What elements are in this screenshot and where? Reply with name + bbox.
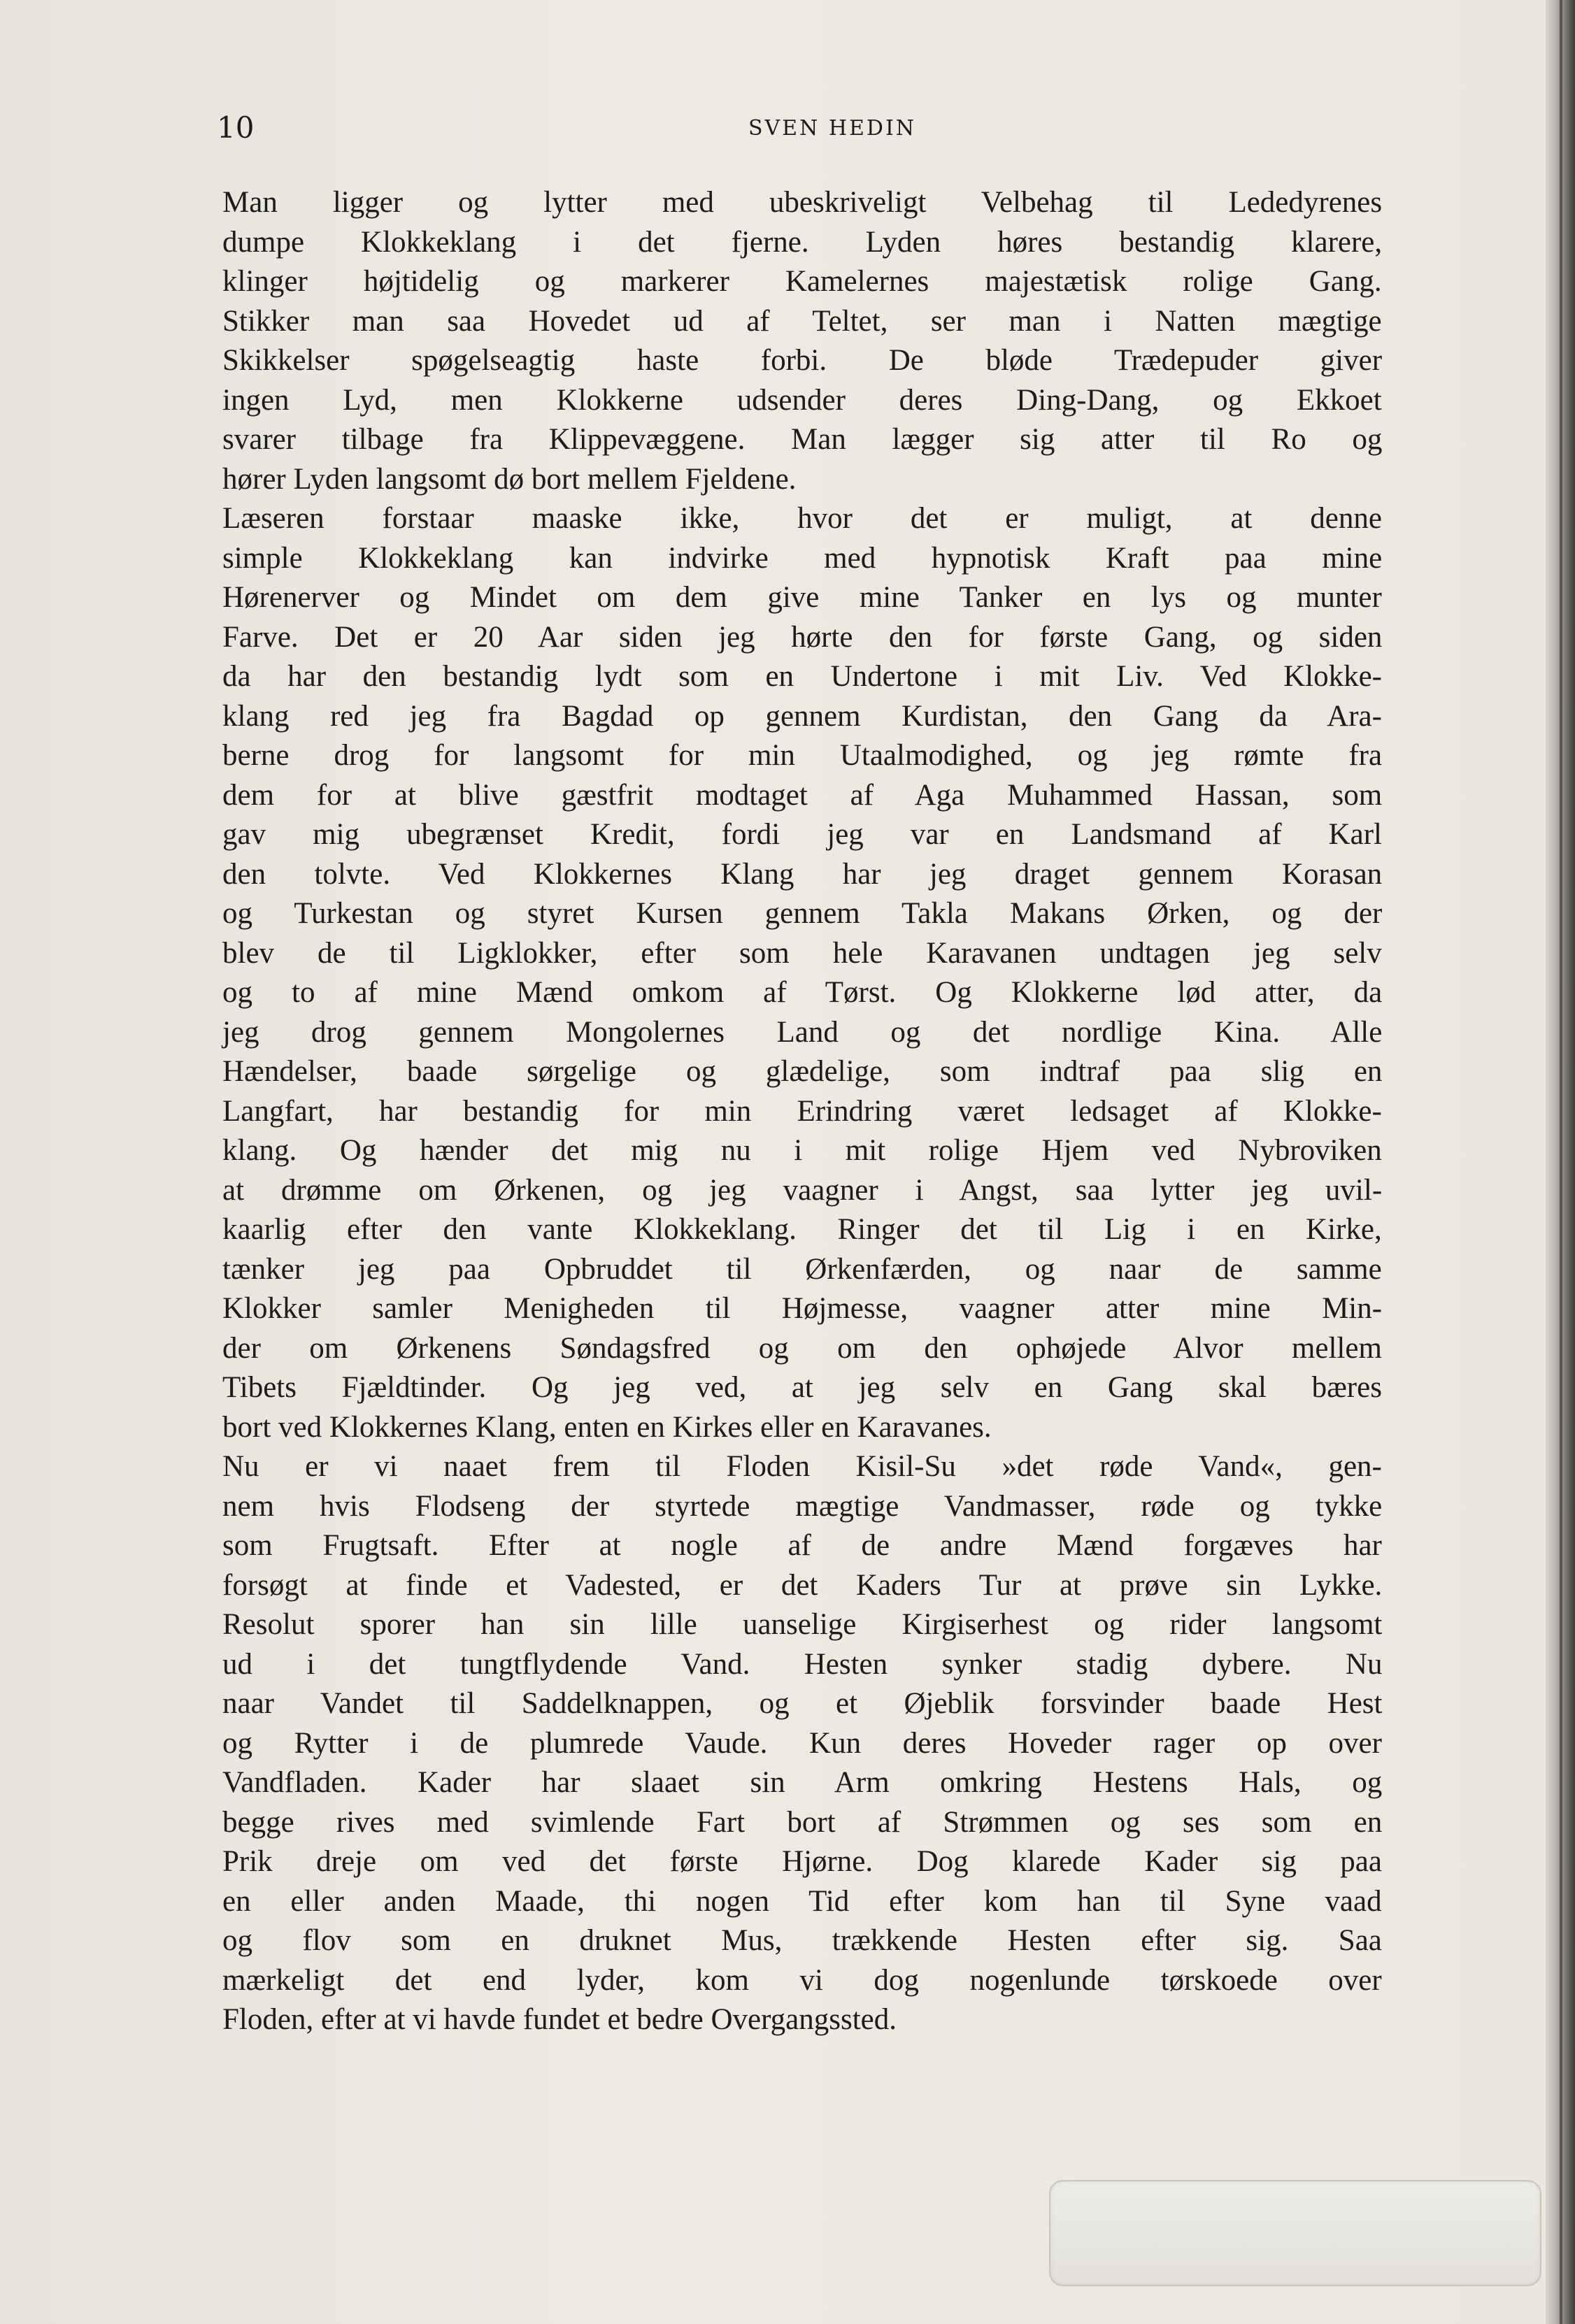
text-line: Langfart, har bestandig for min Erindring været ledsaget af Klokke-	[222, 1094, 1382, 1128]
paragraph	[222, 499, 1382, 1447]
text-line: og to af mine Mænd omkom af Tørst. Og Klokkerne lød atter, da	[222, 976, 1383, 1009]
text-line: den tolvte. Ved Klokkernes Klang har jeg draget gennem Korasan	[222, 857, 1383, 891]
text-line: Prik dreje om ved det første Hjørne. Dog klarede Kader sig paa	[222, 1845, 1382, 1878]
text-line: Skikkelser spøgelseagtig haste forbi. De bløde Trædepuder giver	[222, 344, 1383, 377]
text-line: der om Ørkenens Søndagsfred og om den ophøjede Alvor mellem	[222, 1331, 1382, 1365]
page-header	[210, 110, 1413, 145]
library-label	[1049, 2180, 1541, 2286]
body-text	[222, 183, 1382, 2040]
page-number: 10	[217, 110, 255, 145]
text-line: Nu er vi naaet frem til Floden Kisil-Su »det røde Vand«, gen-	[222, 1450, 1382, 1483]
text-line: Hørenerver og Mindet om dem give mine Tanker en lys og munter	[222, 581, 1382, 614]
text-line: nem hvis Flodseng der styrtede mægtige Vandmasser, røde og tykke	[222, 1489, 1383, 1523]
paragraph	[222, 183, 1382, 499]
text-line: jeg drog gennem Mongolernes Land og det nordlige Kina. Alle	[222, 1015, 1383, 1049]
text-line: Floden, efter at vi havde fundet et bedre Overgangssted.	[222, 2003, 897, 2036]
text-line: blev de til Ligklokker, efter som hele Karavanen undtagen jeg selv	[222, 936, 1382, 970]
text-line: klang red jeg fra Bagdad op gennem Kurdistan, den Gang da Ara-	[222, 699, 1382, 733]
text-line: berne drog for langsomt for min Utaalmodighed, og jeg rømte fra	[222, 739, 1383, 772]
text-line: klang. Og hænder det mig nu i mit rolige Hjem ved Nybroviken	[222, 1134, 1382, 1167]
text-line: Tibets Fjældtinder. Og jeg ved, at jeg selv en Gang skal bæres	[222, 1371, 1382, 1404]
text-line: klinger højtidelig og markerer Kamelernes majestætisk rolige Gang.	[222, 265, 1382, 298]
text-line: dem for at blive gæstfrit modtaget af Aga Muhammed Hassan, som	[222, 778, 1383, 812]
text-line: ingen Lyd, men Klokkerne udsender deres Ding-Dang, og Ekkoet	[222, 383, 1382, 417]
text-line: Farve. Det er 20 Aar siden jeg hørte den for første Gang, og siden	[222, 620, 1383, 654]
text-line: mærkeligt det end lyder, kom vi dog nogenlunde tørskoede over	[222, 1963, 1382, 1997]
text-line: gav mig ubegrænset Kredit, fordi jeg var en Landsmand af Karl	[222, 818, 1382, 851]
paragraph	[222, 1447, 1382, 2040]
text-line: og Turkestan og styret Kursen gennem Takla Makans Ørken, og der	[222, 897, 1383, 930]
text-line: og flov som en druknet Mus, trækkende Hesten efter sig. Saa	[222, 1924, 1382, 1957]
text-line: Læseren forstaar maaske ikke, hvor det er muligt, at denne	[222, 502, 1382, 535]
text-line: tænker jeg paa Opbruddet til Ørkenfærden, og naar de samme	[222, 1252, 1382, 1286]
text-line: Vandfladen. Kader har slaaet sin Arm omkring Hestens Hals, og	[222, 1766, 1383, 1799]
text-line: ud i det tungtflydende Vand. Hesten synker stadig dybere. Nu	[222, 1647, 1383, 1681]
text-line: dumpe Klokkeklang i det fjerne. Lyden høres bestandig klarere,	[222, 225, 1383, 259]
text-line: Man ligger og lytter med ubeskriveligt Velbehag til Lededyrenes	[222, 186, 1383, 219]
text-line: naar Vandet til Saddelknappen, og et Øjeblik forsvinder baade Hest	[222, 1687, 1383, 1720]
page-edge-shadow	[1560, 0, 1562, 2324]
text-line: at drømme om Ørkenen, og jeg vaagner i Angst, saa lytter jeg uvil-	[222, 1173, 1383, 1207]
text-line: kaarlig efter den vante Klokkeklang. Ringer det til Lig i en Kirke,	[222, 1213, 1382, 1246]
text-line: og Rytter i de plumrede Vaude. Kun deres Hoveder rager op over	[222, 1726, 1382, 1760]
text-line: svarer tilbage fra Klippevæggene. Man lægger sig atter til Ro og	[222, 423, 1383, 456]
text-line: en eller anden Maade, thi nogen Tid efter kom han til Syne vaad	[222, 1884, 1382, 1918]
text-line: hører Lyden langsomt dø bort mellem Fjeldene.	[222, 462, 797, 496]
text-line: simple Klokkeklang kan indvirke med hypnotisk Kraft paa mine	[222, 541, 1383, 575]
text-line: Hændelser, baade sørgelige og glædelige, som indtraf paa slig en	[222, 1055, 1383, 1088]
text-line: begge rives med svimlende Fart bort af Strømmen og ses som en	[222, 1805, 1383, 1839]
text-line: forsøgt at finde et Vadested, er det Kaders Tur at prøve sin Lykke.	[222, 1568, 1383, 1602]
text-line: Resolut sporer han sin lille uanselige Kirgiserhest og rider langsomt	[222, 1608, 1383, 1641]
text-line: som Frugtsaft. Efter at nogle af de andre Mænd forgæves har	[222, 1529, 1382, 1562]
running-title: SVEN HEDIN	[748, 116, 917, 141]
text-line: bort ved Klokkernes Klang, enten en Kirkes eller en Karavanes.	[222, 1410, 992, 1444]
text-line: da har den bestandig lydt som en Undertone i mit Liv. Ved Klokke-	[222, 660, 1382, 693]
text-line: Stikker man saa Hovedet ud af Teltet, ser man i Natten mægtige	[222, 304, 1382, 338]
text-line: Klokker samler Menigheden til Højmesse, vaagner atter mine Min-	[222, 1292, 1383, 1325]
